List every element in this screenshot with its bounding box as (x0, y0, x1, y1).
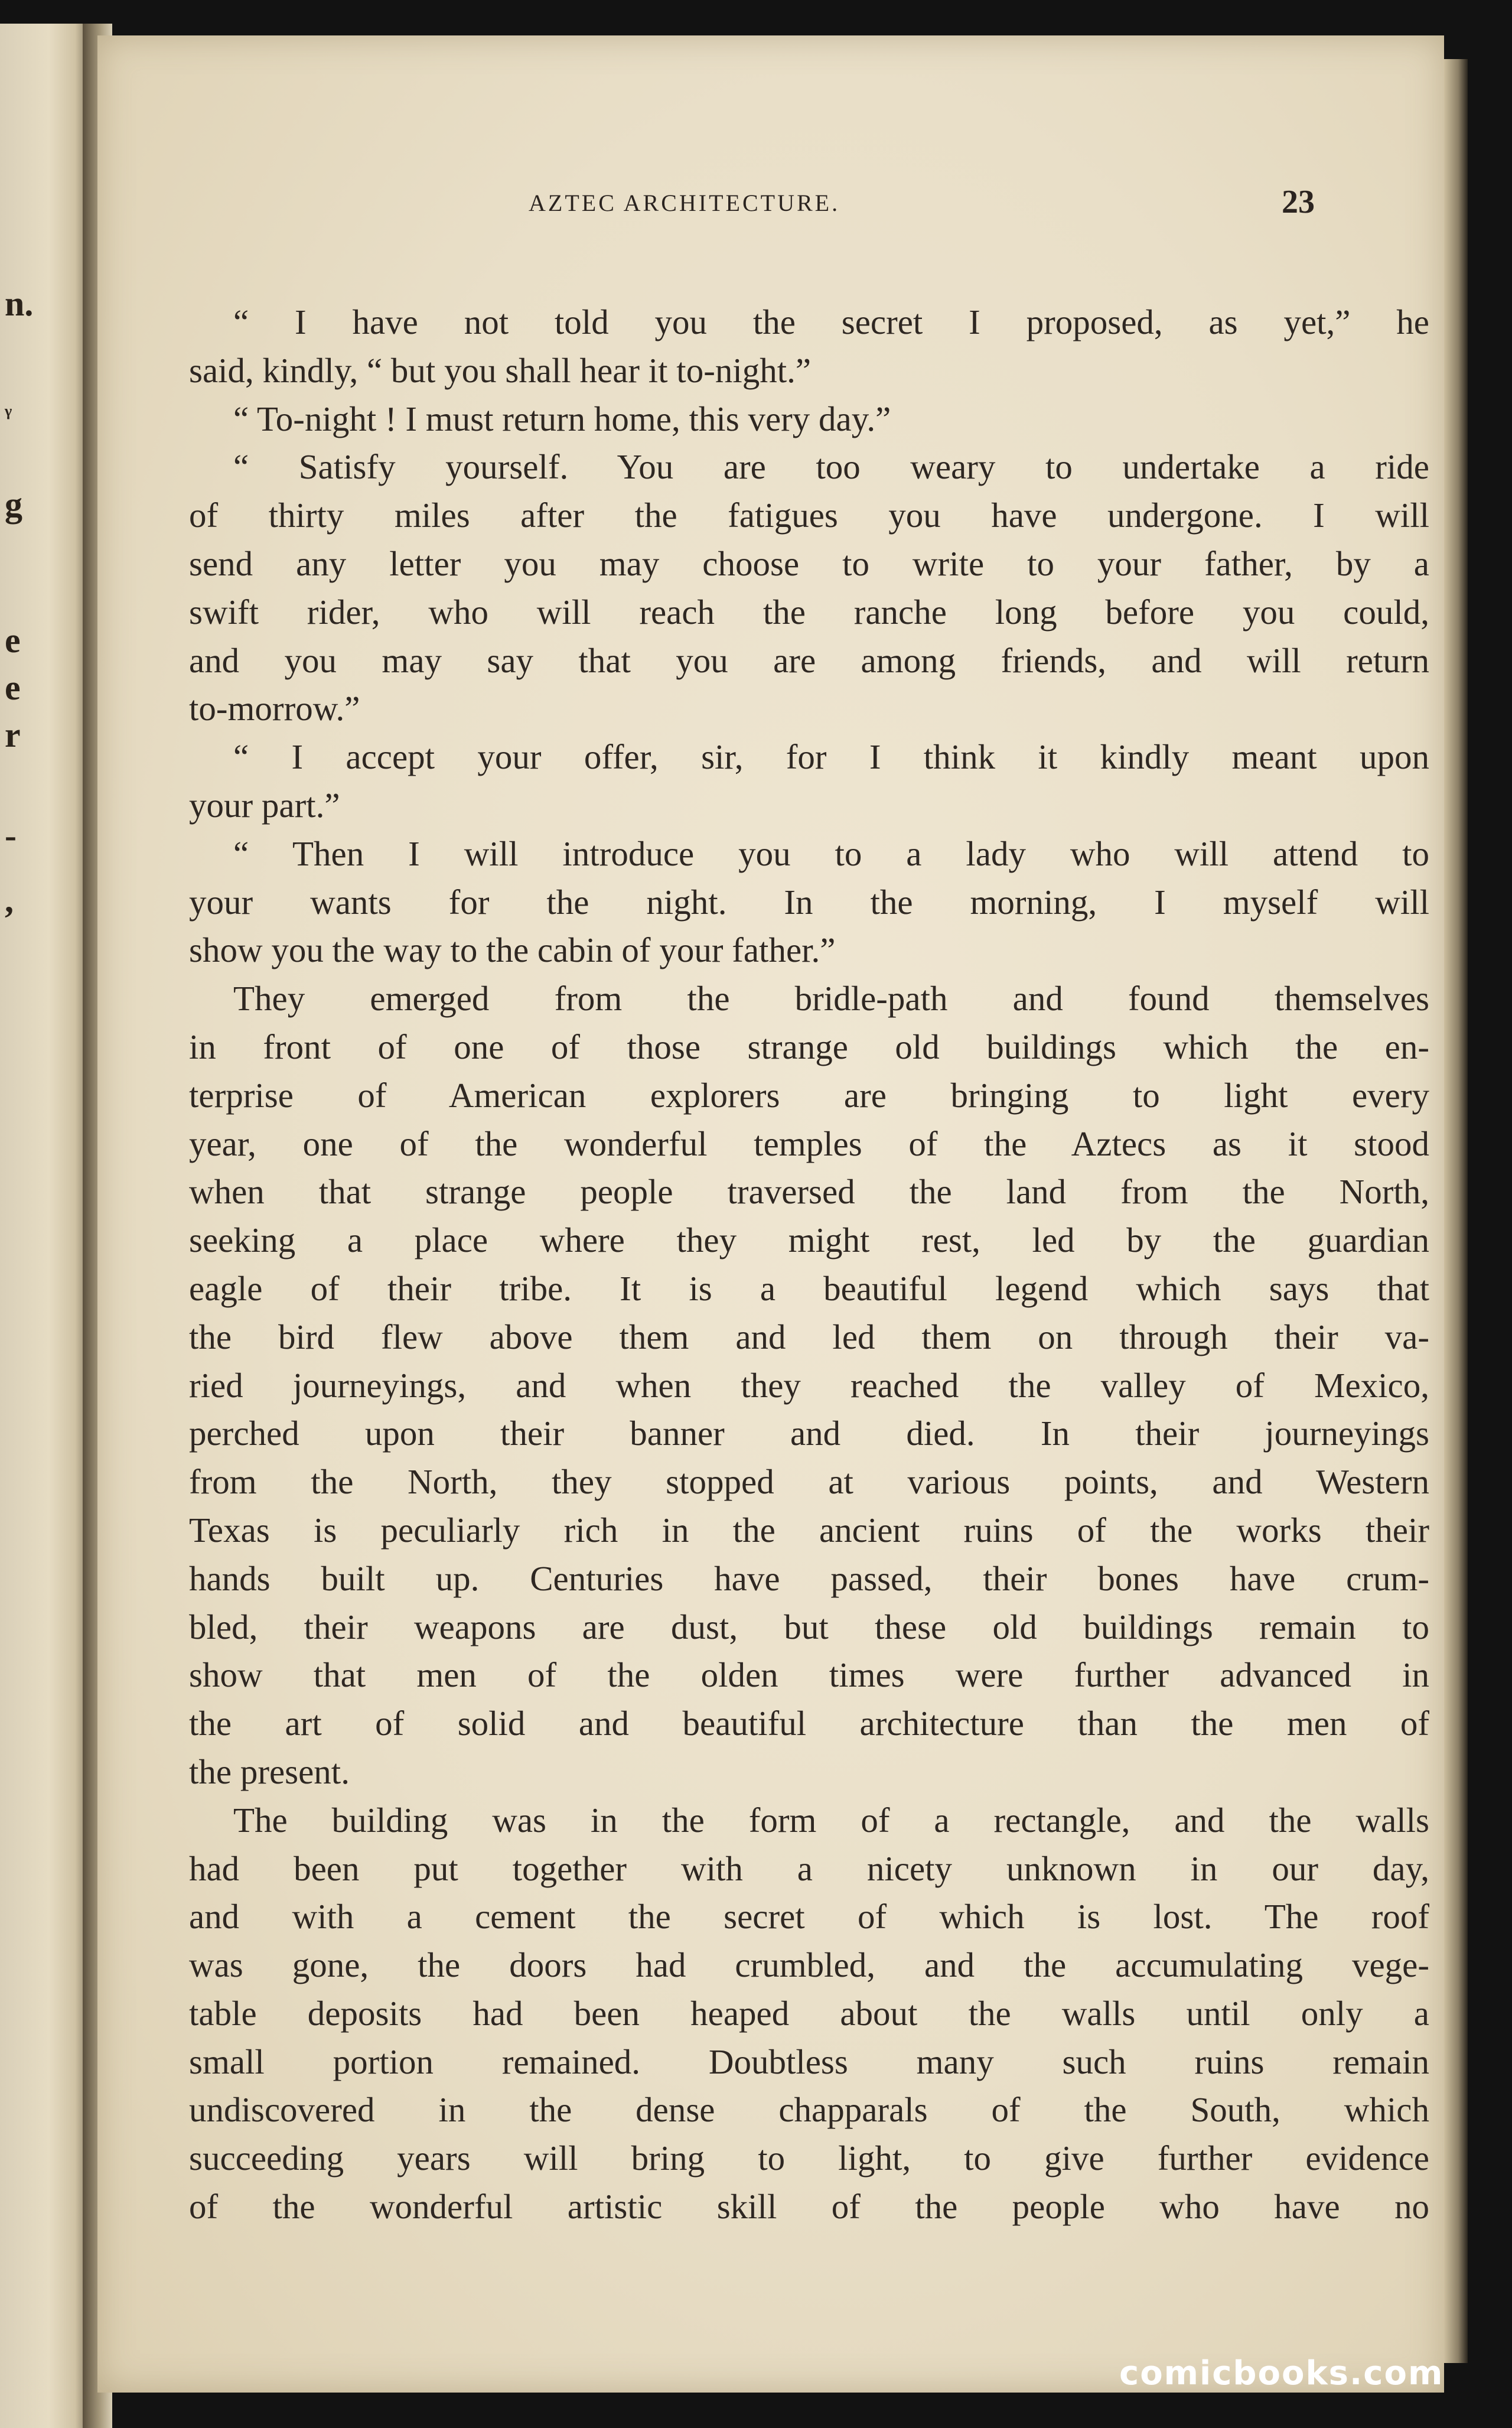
text-line: the art of solid and beautiful architecture than the men of (189, 1704, 1429, 1743)
text-line: eagle of their tribe. It is a beautiful legend which says that (189, 1268, 1429, 1308)
text-line: Texas is peculiarly rich in the ancient ruins of the works their (189, 1510, 1429, 1550)
text-line: in front of one of those strange old buildings which the en- (189, 1027, 1429, 1066)
text-line: They emerged from the bridle-path and found themselves (233, 979, 1429, 1018)
previous-page-fragment: ᵧ (5, 390, 12, 419)
text-line: was gone, the doors had crumbled, and the accumulating vege- (189, 1945, 1429, 1985)
page-edge-shadow (1444, 59, 1468, 2363)
body-text (189, 298, 1429, 2231)
text-line: small portion remained. Doubtless many such ruins remain (189, 2042, 1429, 2081)
text-line: from the North, they stopped at various points, and Western (189, 1462, 1429, 1502)
text-line: succeeding years will bring to light, to give further evidence (189, 2139, 1429, 2178)
text-line: show that men of the olden times were further advanced in (189, 1655, 1429, 1695)
previous-page-fragment: g (5, 485, 22, 524)
previous-page-fragment: , (5, 881, 14, 920)
text-line: your part.” (189, 785, 340, 825)
text-line: swift rider, who will reach the ranche long before you could, (189, 592, 1429, 632)
text-line: of the wonderful artistic skill of the people who have no (189, 2187, 1429, 2227)
text-line: The building was in the form of a rectangle, and the walls (233, 1800, 1429, 1840)
text-line: your wants for the night. In the morning, I myself will (189, 882, 1429, 922)
text-line: “ I have not told you the secret I proposed, as yet,” he (233, 302, 1429, 341)
previous-page-fragment: e (5, 668, 21, 707)
text-line: “ To-night ! I must return home, this very day.” (233, 399, 891, 438)
text-line: ried journeyings, and when they reached the valley of Mexico, (189, 1365, 1429, 1405)
previous-page-fragment: r (5, 715, 21, 754)
text-line: table deposits had been heaped about the walls until only a (189, 1993, 1429, 2033)
text-line: hands built up. Centuries have passed, their bones have crum- (189, 1558, 1429, 1598)
book-page (97, 35, 1444, 2393)
text-line: and with a cement the secret of which is lost. The roof (189, 1897, 1429, 1936)
text-line: the bird flew above them and led them on through their va- (189, 1317, 1429, 1356)
text-line: of thirty miles after the fatigues you have undergone. I will (189, 496, 1429, 535)
watermark: comicbooks.com (1119, 2354, 1444, 2393)
text-line: said, kindly, “ but you shall hear it to-night.” (189, 350, 812, 390)
text-line: year, one of the wonderful temples of the Aztecs as it stood (189, 1124, 1429, 1163)
text-line: when that strange people traversed the land from the North, (189, 1172, 1429, 1212)
text-line: “ Then I will introduce you to a lady who will attend to (233, 834, 1429, 873)
previous-page-fragment: - (5, 816, 17, 855)
text-line: perched upon their banner and died. In their journeyings (189, 1414, 1429, 1453)
previous-page-fragment: n. (5, 284, 34, 323)
text-line: had been put together with a nicety unknown in our day, (189, 1848, 1429, 1888)
text-line: bled, their weapons are dust, but these old buildings remain to (189, 1607, 1429, 1646)
text-line: “ Satisfy yourself. You are too weary to undertake a ride (233, 447, 1429, 487)
text-line: seeking a place where they might rest, led by the guardian (189, 1220, 1429, 1260)
running-head (97, 183, 1444, 230)
previous-page-edge (0, 24, 89, 2428)
text-line: “ I accept your offer, sir, for I think it kindly meant upon (233, 737, 1429, 777)
text-line: and you may say that you are among friends, and will return (189, 640, 1429, 680)
text-line: the present. (189, 1752, 350, 1791)
page-number: 23 (1282, 184, 1315, 220)
running-head-title: AZTEC ARCHITECTURE. (529, 190, 840, 216)
text-line: send any letter you may choose to write to your father, by a (189, 543, 1429, 583)
text-line: to-morrow.” (189, 689, 360, 728)
text-line: terprise of American explorers are bringing to light every (189, 1075, 1429, 1115)
previous-page-fragment: e (5, 621, 21, 660)
text-line: undiscovered in the dense chapparals of the South, which (189, 2090, 1429, 2130)
text-line: show you the way to the cabin of your father.” (189, 930, 836, 970)
